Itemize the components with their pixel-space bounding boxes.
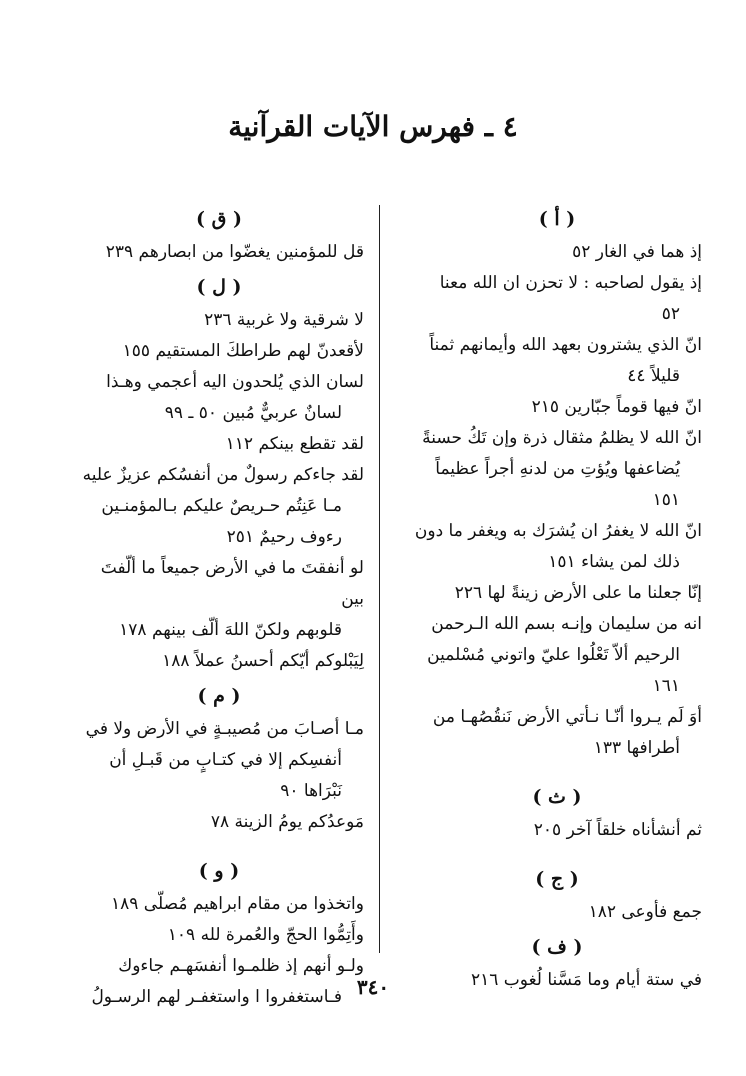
index-entry: لسان الذي يُلحدون اليه أعجمي وهـذا [106,372,364,392]
index-entry: لأقعدنّ لهم طراطكَ المستقيم ١٥٥ [122,341,364,361]
index-entry: ولـو أنهم إذ ظلمـوا أنفسَهـم جاءوك [118,956,364,976]
letter-heading: ( م ) [197,685,241,707]
index-entry: انّ فيها قوماً جبّارين ٢١٥ [531,397,702,417]
column-divider [379,205,380,953]
index-entry: انّ الذي يشترون بعهد الله وأيمانهم ثمناً [429,335,702,355]
index-entry-continuation: ١٥١ [652,490,680,510]
index-entry-continuation: لسانٌ عربيٌّ مُبين ٥٠ ـ ٩٩ [164,403,342,423]
index-entry: جمع فأوعى ١٨٢ [588,902,702,922]
index-entry: وأَتِمُّوا الحجّ والعُمرة لله ١٠٩ [167,925,364,945]
letter-heading: ( و ) [198,860,240,882]
letter-heading: ( ث ) [532,786,582,808]
page-number: ٣٤٠ [356,975,390,999]
index-entry: قل للمؤمنين يغضّوا من ابصارهم ٢٣٩ [105,242,364,262]
index-entry: في ستة أيام وما مَسَّنا لُغوب ٢١٦ [470,970,702,990]
index-entry-continuation: رءوف رحيمٌ ٢٥١ [226,527,342,547]
index-entry-continuation: ذلك لمن يشاء ١٥١ [548,552,680,572]
index-entry-continuation: نَبْرَاها ٩٠ [280,781,342,801]
page-title: ٤ ـ فهرس الآيات القرآنية [228,110,518,143]
index-entry: لقد جاءكم رسولٌ من أنفسُكم عزيزٌ عليه [82,465,364,485]
letter-heading: ( ج ) [535,868,579,890]
index-entry-continuation: أنفسِكم إلا في كتـابٍ من قَبـلِ أن [109,750,342,770]
index-entry: إذ يقول لصاحبه : لا تحزن ان الله معنا [439,273,702,293]
index-entry-continuation: فـاستغفروا ا واستغفـر لهم الرسـولُ [91,987,342,1007]
index-entry: لقد تقطع بينكم ١١٢ [225,434,364,454]
index-entry: انه من سليمان وإنـه بسم الله الـرحمن [431,614,702,634]
letter-heading: ( ق ) [196,208,242,230]
index-entry-continuation: قليلاً ٤٤ [627,366,680,386]
letter-heading: ( ف ) [531,936,583,958]
index-entry: لا شرقية ولا غربية ٢٣٦ [204,310,364,330]
index-entry: واتخذوا من مقام ابراهيم مُصلّى ١٨٩ [111,894,364,914]
index-entry: أوَ لَم يـروا أنّـا نـأتي الأرض نَنقُصُهـا من [432,707,702,727]
index-entry: لِيَبْلوكم أيّكم أحسنُ عملاً ١٨٨ [162,651,364,671]
letter-heading: ( أ ) [538,208,576,230]
index-entry: مَوعدُكم يومُ الزينة ٧٨ [210,812,364,832]
index-entry: إذ هما في الغار ٥٢ [572,242,702,262]
index-entry-continuation: مـا عَنِتُم حـريصٌ عليكم بـالمؤمنـين [101,496,342,516]
letter-heading: ( ل ) [196,276,242,298]
index-entry-continuation: يُضاعفها ويُؤتِ من لدنهِ أجراً عظيماً [435,459,680,479]
index-entry: ثم أنشأناه خلقاً آخر ٢٠٥ [533,820,702,840]
index-entry-continuation: ٥٢ [661,304,680,324]
index-entry: إنّا جعلنا ما على الأرض زينةً لها ٢٢٦ [454,583,702,603]
index-entry: لو أنفقتَ ما في الأرض جميعاً ما ألّفتَ بين [100,558,364,609]
index-entry-continuation: أطرافها ١٣٣ [593,738,680,758]
index-entry: مـا أصـابَ من مُصيبـةٍ في الأرض ولا في [85,719,364,739]
index-entry: انّ الله لا يظلمُ مثقال ذرة وإن تَكُ حسنةً [422,428,702,448]
index-entry-continuation: ١٦١ [652,676,680,696]
index-column-left [74,200,364,1013]
index-entry: انّ الله لا يغفرُ ان يُشرَك به ويغفر ما دون [414,521,702,541]
index-entry-continuation: قلوبهم ولكنّ اللهَ ألّف بينهم ١٧٨ [119,620,342,640]
index-column-right [412,200,702,996]
index-entry-continuation: الرحيم ألاّ تَعْلُوا عليّ واتوني مُسْلمين [427,645,680,665]
